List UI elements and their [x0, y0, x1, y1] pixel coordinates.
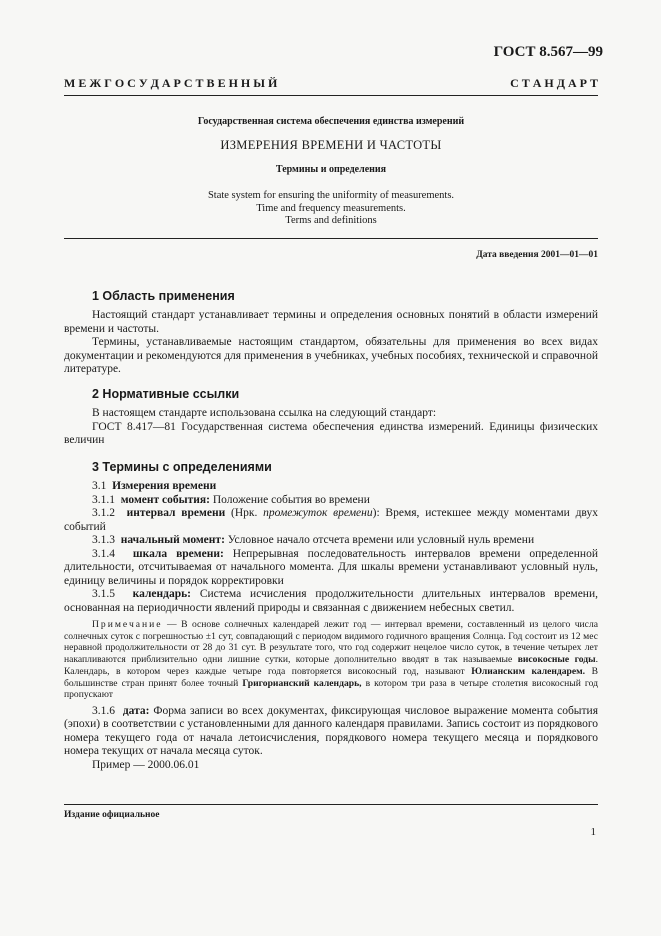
paragraph: В настоящем стандарте использована ссылка на следующий стандарт:	[92, 407, 437, 419]
term-definition: Условное начало отсчета времени или условный нуль времени	[224, 534, 535, 546]
banner-word-interstate: М Е Ж Г О С У Д А Р С Т В Е Н Н Ы Й	[64, 76, 278, 90]
clause-number: 3.1.3	[92, 534, 115, 546]
english-title	[64, 190, 598, 228]
section-2-heading: 2 Нормативные ссылки	[92, 387, 240, 401]
term-3-1-4	[64, 548, 598, 589]
note-label: Примечание	[92, 619, 163, 630]
page-number: 1	[590, 826, 596, 838]
term-3-1-2	[64, 507, 598, 534]
term-definition: ): Время, истекшее между моментами двух событий	[64, 507, 598, 533]
english-title-line: Terms and definitions	[285, 215, 377, 226]
section-3-heading: 3 Термины с определениями	[92, 460, 272, 474]
term-3-1-5	[64, 588, 598, 615]
clause-number: 3.1.5	[92, 588, 115, 600]
term-3-1-1	[64, 494, 598, 508]
header-rule	[64, 95, 598, 96]
clause-number: 3.1.2	[92, 507, 115, 519]
deprecated-term: промежуток времени	[263, 507, 373, 519]
paragraph: ГОСТ 8.417—81 Государственная система обеспечения единства измерений. Единицы физических величин	[64, 420, 598, 446]
paragraph: Термины, устанавливаемые настоящим стандартом, обязательны для применения во всех видах документации и рекомендуются для применения в учебниках, учебных пособиях, технической и справочной литературе.	[64, 336, 598, 375]
term-3-1-6	[64, 705, 598, 759]
term-3-1-3	[64, 534, 598, 548]
title-rule	[64, 238, 598, 239]
section-1-heading: 1 Область применения	[92, 289, 235, 303]
interstate-standard-banner	[64, 76, 598, 91]
note-term: високосные годы	[517, 654, 596, 666]
subsection-3-1	[64, 480, 598, 494]
term-name: момент события:	[120, 493, 210, 506]
system-title: Государственная система обеспечения единства измерений	[197, 116, 465, 127]
term-definition: Форма записи во всех документах, фиксирующая числовое выражение момента события (эпохи) в соответствии с установленными для данного календаря правилами. Запись состоит из порядкового номера текущего года от начала летоисчисления, порядкового номера текущего месяца и порядкового номера текущих от начала месяца суток.	[64, 704, 599, 758]
note-text: В большинстве стран принят более точный	[64, 665, 598, 689]
note-term: Юлианским календарем.	[471, 665, 586, 677]
term-definition: Непрерывная последовательность интервалов времени определенной длительности, отсчитываемая от начального момента. Для шкалы времени устанавливают условный нуль, единицу величины и порядок корректировки	[64, 547, 598, 587]
term-name: календарь:	[132, 588, 192, 600]
term-definition: Положение события во времени	[209, 493, 370, 506]
date-example: Пример — 2000.06.01	[92, 758, 200, 771]
english-title-line: State system for ensuring the uniformity of measurements.	[207, 190, 455, 201]
english-title-line: Time and frequency measurements.	[256, 202, 406, 214]
section-2-body	[64, 407, 598, 448]
note-term: Григорианский календарь,	[242, 677, 362, 689]
section-3-body	[64, 480, 598, 772]
paragraph: Настоящий стандарт устанавливает термины и определения основных понятий в области измерений времени и частоты.	[64, 309, 598, 335]
term-definition: Система исчисления продолжительности длительных интервалов времени, основанная на периодичности явлений природы и связанная с движением небесных светил.	[64, 588, 598, 614]
clause-number: 3.1	[92, 480, 107, 492]
document-title: ИЗМЕРЕНИЯ ВРЕМЕНИ И ЧАСТОТЫ	[220, 138, 442, 152]
gost-number: ГОСТ 8.567—99	[493, 44, 603, 60]
term-name: дата:	[122, 704, 150, 717]
term-note: (Нрк.	[225, 507, 264, 519]
term-name: шкала времени:	[132, 547, 224, 560]
clause-number: 3.1.4	[92, 547, 115, 560]
calendar-note	[64, 619, 598, 701]
banner-word-standard: С Т А Н Д А Р Т	[510, 76, 598, 90]
introduction-date: Дата введения 2001—01—01	[476, 250, 598, 260]
footer-rule	[64, 804, 598, 805]
note-text: . Календарь, в котором через каждые четыре года повторяется високосный год, называют	[64, 654, 598, 677]
term-name: начальный момент:	[120, 534, 225, 546]
term-name: интервал времени	[126, 507, 226, 519]
section-1-body	[64, 309, 598, 377]
document-subtitle: Термины и определения	[275, 164, 387, 175]
clause-number: 3.1.1	[92, 493, 115, 506]
note-text: — В основе солнечных календарей лежит год — интервал времени, составленный из целого числа солнечных суток с погрешностью ±1 сут, совпадающий с периодом видимого годичного вращения Солнца. Год состоит из 12 мес неравной продолжительности от 28 до 31 сут. В результате того, что год содержит нецелое число суток, в течение четырех лет накапливаются приблизительно одни лишние сутки, которые дополнительно вводят в так называемые	[64, 619, 598, 666]
subsection-title: Измерения времени	[112, 480, 217, 492]
edition-label: Издание официальное	[64, 810, 160, 820]
note-text: в котором три раза в четыре столетия високосный год пропускают	[64, 677, 599, 701]
clause-number: 3.1.6	[92, 704, 115, 717]
